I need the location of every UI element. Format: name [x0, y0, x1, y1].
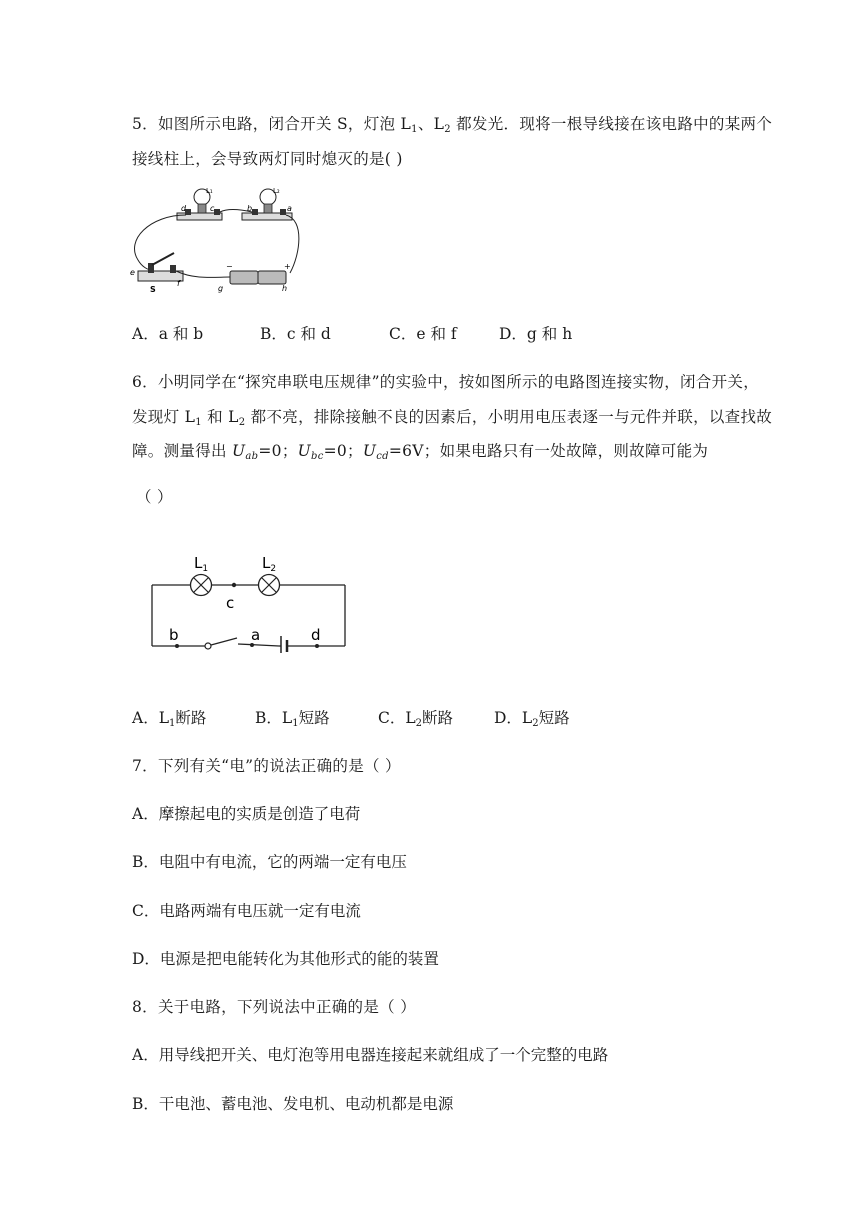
q7-option-c[interactable]: C．电路两端有电压就一定有电流 [132, 902, 361, 920]
q6-stem-line-2 [132, 405, 772, 428]
fig-label-b: b [169, 626, 179, 644]
fig-label-L2: $L_2$ [262, 554, 277, 574]
fig-label-L1: L₁ [206, 187, 213, 195]
option-text: B．L [255, 709, 293, 727]
q5-stem-line-1 [132, 112, 772, 135]
q5-option-b[interactable]: B．c 和 d [260, 325, 331, 343]
fig-label-a: a [287, 204, 292, 213]
q6-text: 都不亮，排除接触不良的因素后，小明用电压表逐一与元件并联，以查找故 [245, 408, 773, 426]
q6-option-d[interactable] [494, 706, 570, 729]
option-text: A．L [132, 709, 169, 727]
subscript: 2 [532, 718, 539, 729]
q5-option-c[interactable]: C．e 和 f [389, 325, 457, 343]
q8-option-a[interactable]: A．用导线把开关、电灯泡等用电器连接起来就组成了一个完整的电路 [132, 1046, 609, 1064]
q8-option-b[interactable]: B．干电池、蓄电池、发电机、电动机都是电源 [132, 1095, 454, 1113]
subscript: 2 [415, 718, 423, 729]
q6-circuit-diagram [145, 548, 355, 657]
q7-option-b[interactable]: B．电阻中有电流，它的两端一定有电压 [132, 853, 407, 871]
q6-text: 障。测量得出 [132, 442, 233, 460]
fig-label-g: g [218, 284, 224, 293]
voltage-symbol: U [297, 442, 311, 460]
option-text: C．L [378, 709, 416, 727]
q5-option-a[interactable]: A．a 和 b [132, 325, 204, 343]
q6-option-a[interactable] [132, 706, 206, 729]
fig-label-L1: $L_1$ [194, 554, 209, 574]
subscript: 2 [238, 417, 246, 428]
fig-label-f: f [177, 279, 180, 288]
voltage-symbol: U [362, 442, 377, 460]
q5-option-d[interactable]: D．g 和 h [499, 325, 573, 343]
q6-text: 发现灯 L [132, 408, 196, 426]
q6-option-b[interactable] [255, 706, 330, 729]
option-text: 短路 [538, 709, 570, 727]
fig-label-a: a [251, 626, 261, 644]
q7-option-a[interactable]: A．摩擦起电的实质是创造了电荷 [132, 805, 361, 823]
q6-stem-line-1: 6．小明同学在“探究串联电压规律”的实验中，按如图所示的电路图连接实物，闭合开关， [132, 373, 760, 391]
q5-text: 、L [417, 115, 445, 133]
fig-label-S: S [150, 285, 156, 294]
q6-text: =6V；如果电路只有一处故障，则故障可能为 [388, 442, 709, 460]
subscript: 1 [292, 718, 299, 729]
option-text: 断路 [422, 709, 454, 727]
q6-text: =0； [323, 442, 363, 460]
subscript: 1 [195, 417, 202, 428]
subscript: 1 [411, 124, 418, 135]
q5-circuit-photo [130, 185, 310, 301]
q6-option-c[interactable] [378, 706, 453, 729]
fig-label-b: b [247, 204, 253, 213]
q5-text: 5．如图所示电路，闭合开关 S，灯泡 L [132, 115, 412, 133]
fig-label-e: e [130, 268, 135, 277]
option-text: 短路 [298, 709, 330, 727]
fig-label-c: c [226, 594, 235, 612]
subscript: 2 [444, 124, 451, 135]
fig-label-minus: − [226, 262, 233, 271]
voltage-symbol: U [232, 442, 246, 460]
option-text: 断路 [175, 709, 207, 727]
fig-label-d: d [181, 204, 187, 213]
q6-text: 和 L [201, 408, 239, 426]
fig-label-L2: L₂ [273, 187, 280, 195]
subscript: 1 [169, 718, 176, 729]
q5-stem-line-2: 接线柱上，会导致两灯同时熄灭的是( ) [132, 150, 403, 168]
subscript: bc [311, 451, 324, 462]
subscript: ab [245, 451, 259, 462]
q8-stem: 8．关于电路，下列说法中正确的是（ ） [132, 998, 416, 1016]
fig-label-plus: + [284, 262, 291, 271]
option-text: D．L [494, 709, 533, 727]
q6-stem-line-3 [132, 439, 708, 462]
fig-label-d: d [311, 626, 321, 644]
q6-text: =0； [258, 442, 298, 460]
q5-text: 都发光．现将一根导线接在该电路中的某两个 [450, 115, 773, 133]
q7-stem: 7．下列有关“电”的说法正确的是（ ） [132, 757, 401, 775]
q6-answer-bracket: （ ） [136, 488, 173, 506]
fig-label-c: c [210, 204, 215, 213]
fig-label-h: h [282, 284, 288, 293]
subscript: cd [376, 451, 389, 462]
q7-option-d[interactable]: D．电源是把电能转化为其他形式的能的装置 [132, 950, 439, 968]
